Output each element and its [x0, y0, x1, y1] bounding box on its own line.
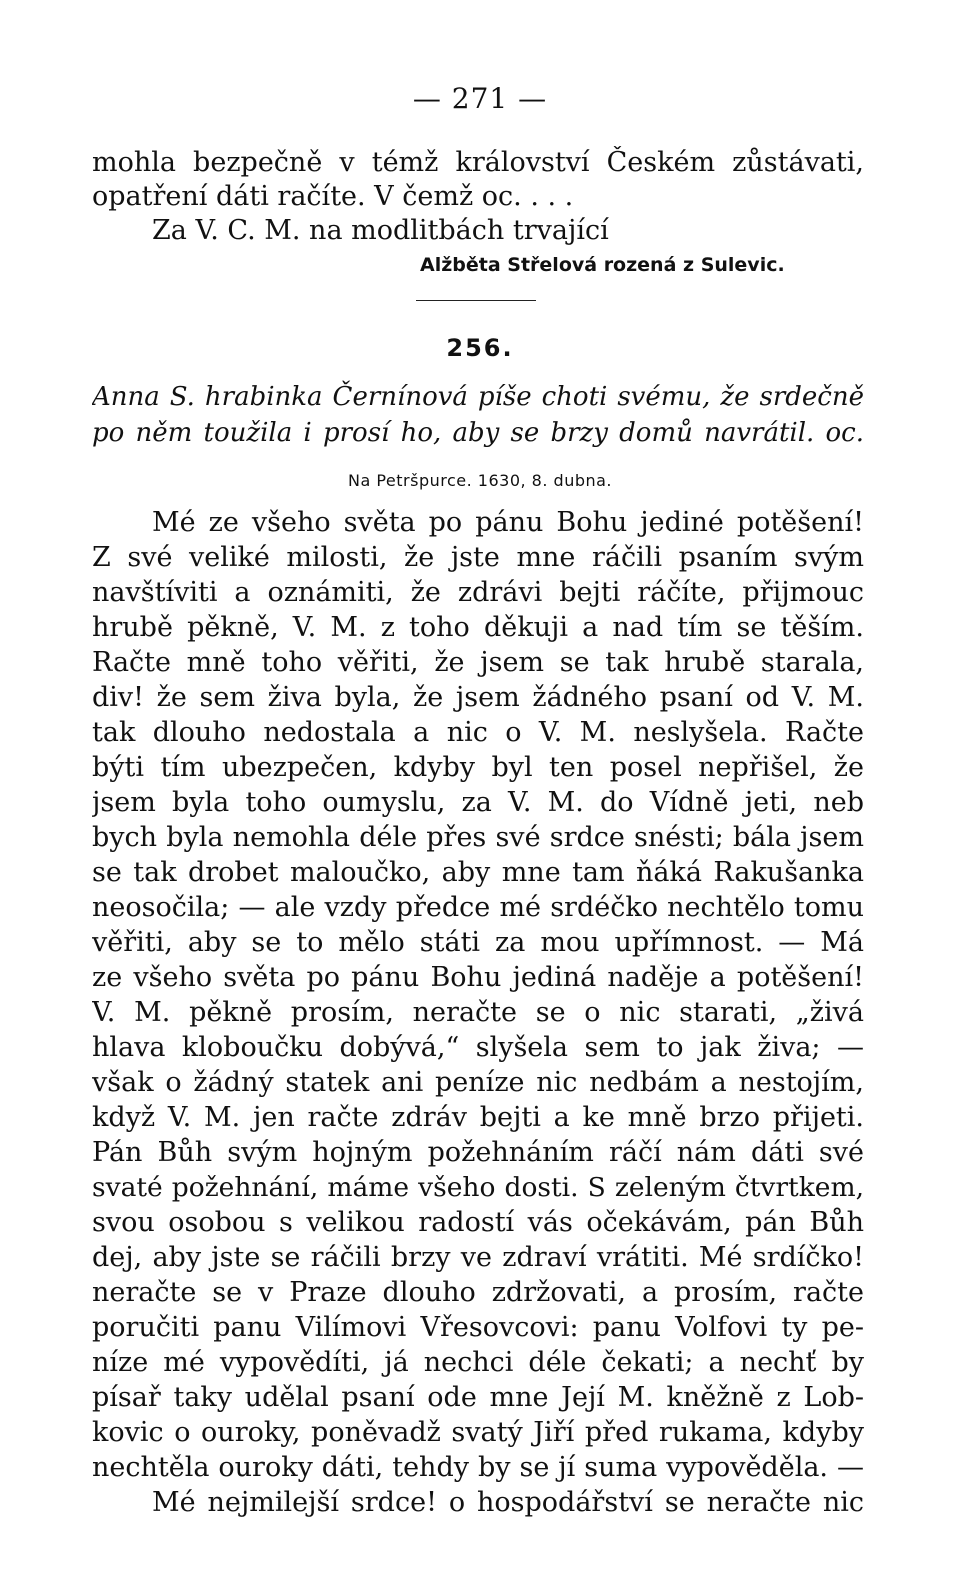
body-line: však o žádný statek ani peníze nic nedbám a nestojím, — [92, 1067, 864, 1098]
body-line: Mé nejmilejší srdce! o hospodářství se neračte nic — [152, 1487, 864, 1518]
body-line: neosočila; — ale vzdy předce mé srdéčko nechtělo tomu — [92, 892, 864, 923]
body-line: Z své veliké milosti, že jste mne ráčili psaním svým — [92, 542, 864, 573]
body-line: písař taky udělal psaní ode mne Její M. kněžně z Lob- — [92, 1382, 864, 1413]
body-line: dej, aby jste se ráčili brzy ve zdraví vrátiti. Mé srdíčko! — [92, 1242, 864, 1273]
body-line: svou osobou s velikou radostí vás očekávám, pán Bůh — [92, 1207, 864, 1238]
body-line: se tak drobet maloučko, aby mne tam ňáká Rakušanka — [92, 857, 864, 888]
body-line: jsem byla toho oumyslu, za V. M. do Vídně jeti, neb — [92, 787, 864, 818]
body-line: kovic o ouroky, poněvadž svatý Jiří před rukama, kdyby — [92, 1417, 864, 1448]
dateline: Na Petršpurce. 1630, 8. dubna. — [347, 471, 613, 490]
continuation-line: mohla bezpečně v témž království Českém zůstávati, — [92, 147, 864, 178]
body-line: svaté požehnání, máme všeho dosti. S zeleným čtvrtkem, — [92, 1172, 864, 1203]
body-line: hrubě pěkně, V. M. z toho děkuji a nad tím se těším. — [92, 612, 864, 643]
page-number: — 271 — — [412, 82, 548, 115]
body-line: když V. M. jen račte zdráv bejti a ke mně brzo přijeti. — [92, 1102, 864, 1133]
body-line: Mé ze všeho světa po pánu Bohu jediné potěšení! — [152, 507, 864, 538]
body-line: V. M. pěkně prosím, neračte se o nic starati, „živá — [92, 997, 864, 1028]
continuation-line: opatření dáti račíte. V čemž oc. . . . — [92, 181, 574, 212]
body-line: navštíviti a oznámiti, že zdrávi bejti ráčíte, přijmouc — [92, 577, 864, 608]
body-line: věřiti, aby se to mělo státi za mou upřímnost. — Má — [92, 927, 864, 958]
body-line: Račte mně toho věřiti, že jsem se tak hrubě starala, — [92, 647, 864, 678]
body-line: býti tím ubezpečen, kdyby byl ten posel nepřišel, že — [92, 752, 864, 783]
body-line: ze všeho světa po pánu Bohu jediná naděje a potěšení! — [92, 962, 864, 993]
body-line: bych byla nemohla déle přes své srdce snésti; bála jsem — [92, 822, 864, 853]
summary-line: po něm toužila i prosí ho, aby se brzy domů navrátil. oc. — [92, 418, 864, 448]
letter-number: 256. — [446, 334, 514, 362]
signature: Alžběta Střelová rozená z Sulevic. — [420, 254, 785, 276]
summary-line: Anna S. hrabinka Černínová píše choti svému, že srdečně — [92, 382, 864, 412]
body-line: hlava kloboučku dobývá,“ slyšela sem to jak živa; — — [92, 1032, 864, 1063]
body-line: Pán Bůh svým hojným požehnáním ráčí nám dáti své — [92, 1137, 864, 1168]
section-divider — [416, 300, 536, 301]
body-line: tak dlouho nedostala a nic o V. M. neslyšela. Račte — [92, 717, 864, 748]
body-line: poručiti panu Vilímovi Vřesovcovi: panu Volfovi ty pe- — [92, 1312, 864, 1343]
body-line: nechtěla ouroky dáti, tehdy by se jí suma vypověděla. — — [92, 1452, 864, 1483]
body-line: neračte se v Praze dlouho zdržovati, a prosím, račte — [92, 1277, 864, 1308]
continuation-line: Za V. C. M. na modlitbách trvající — [152, 215, 609, 246]
body-line: níze mé vypovědíti, já nechci déle čekati; a nechť by — [92, 1347, 864, 1378]
body-line: div! že sem živa byla, že jsem žádného psaní od V. M. — [92, 682, 864, 713]
